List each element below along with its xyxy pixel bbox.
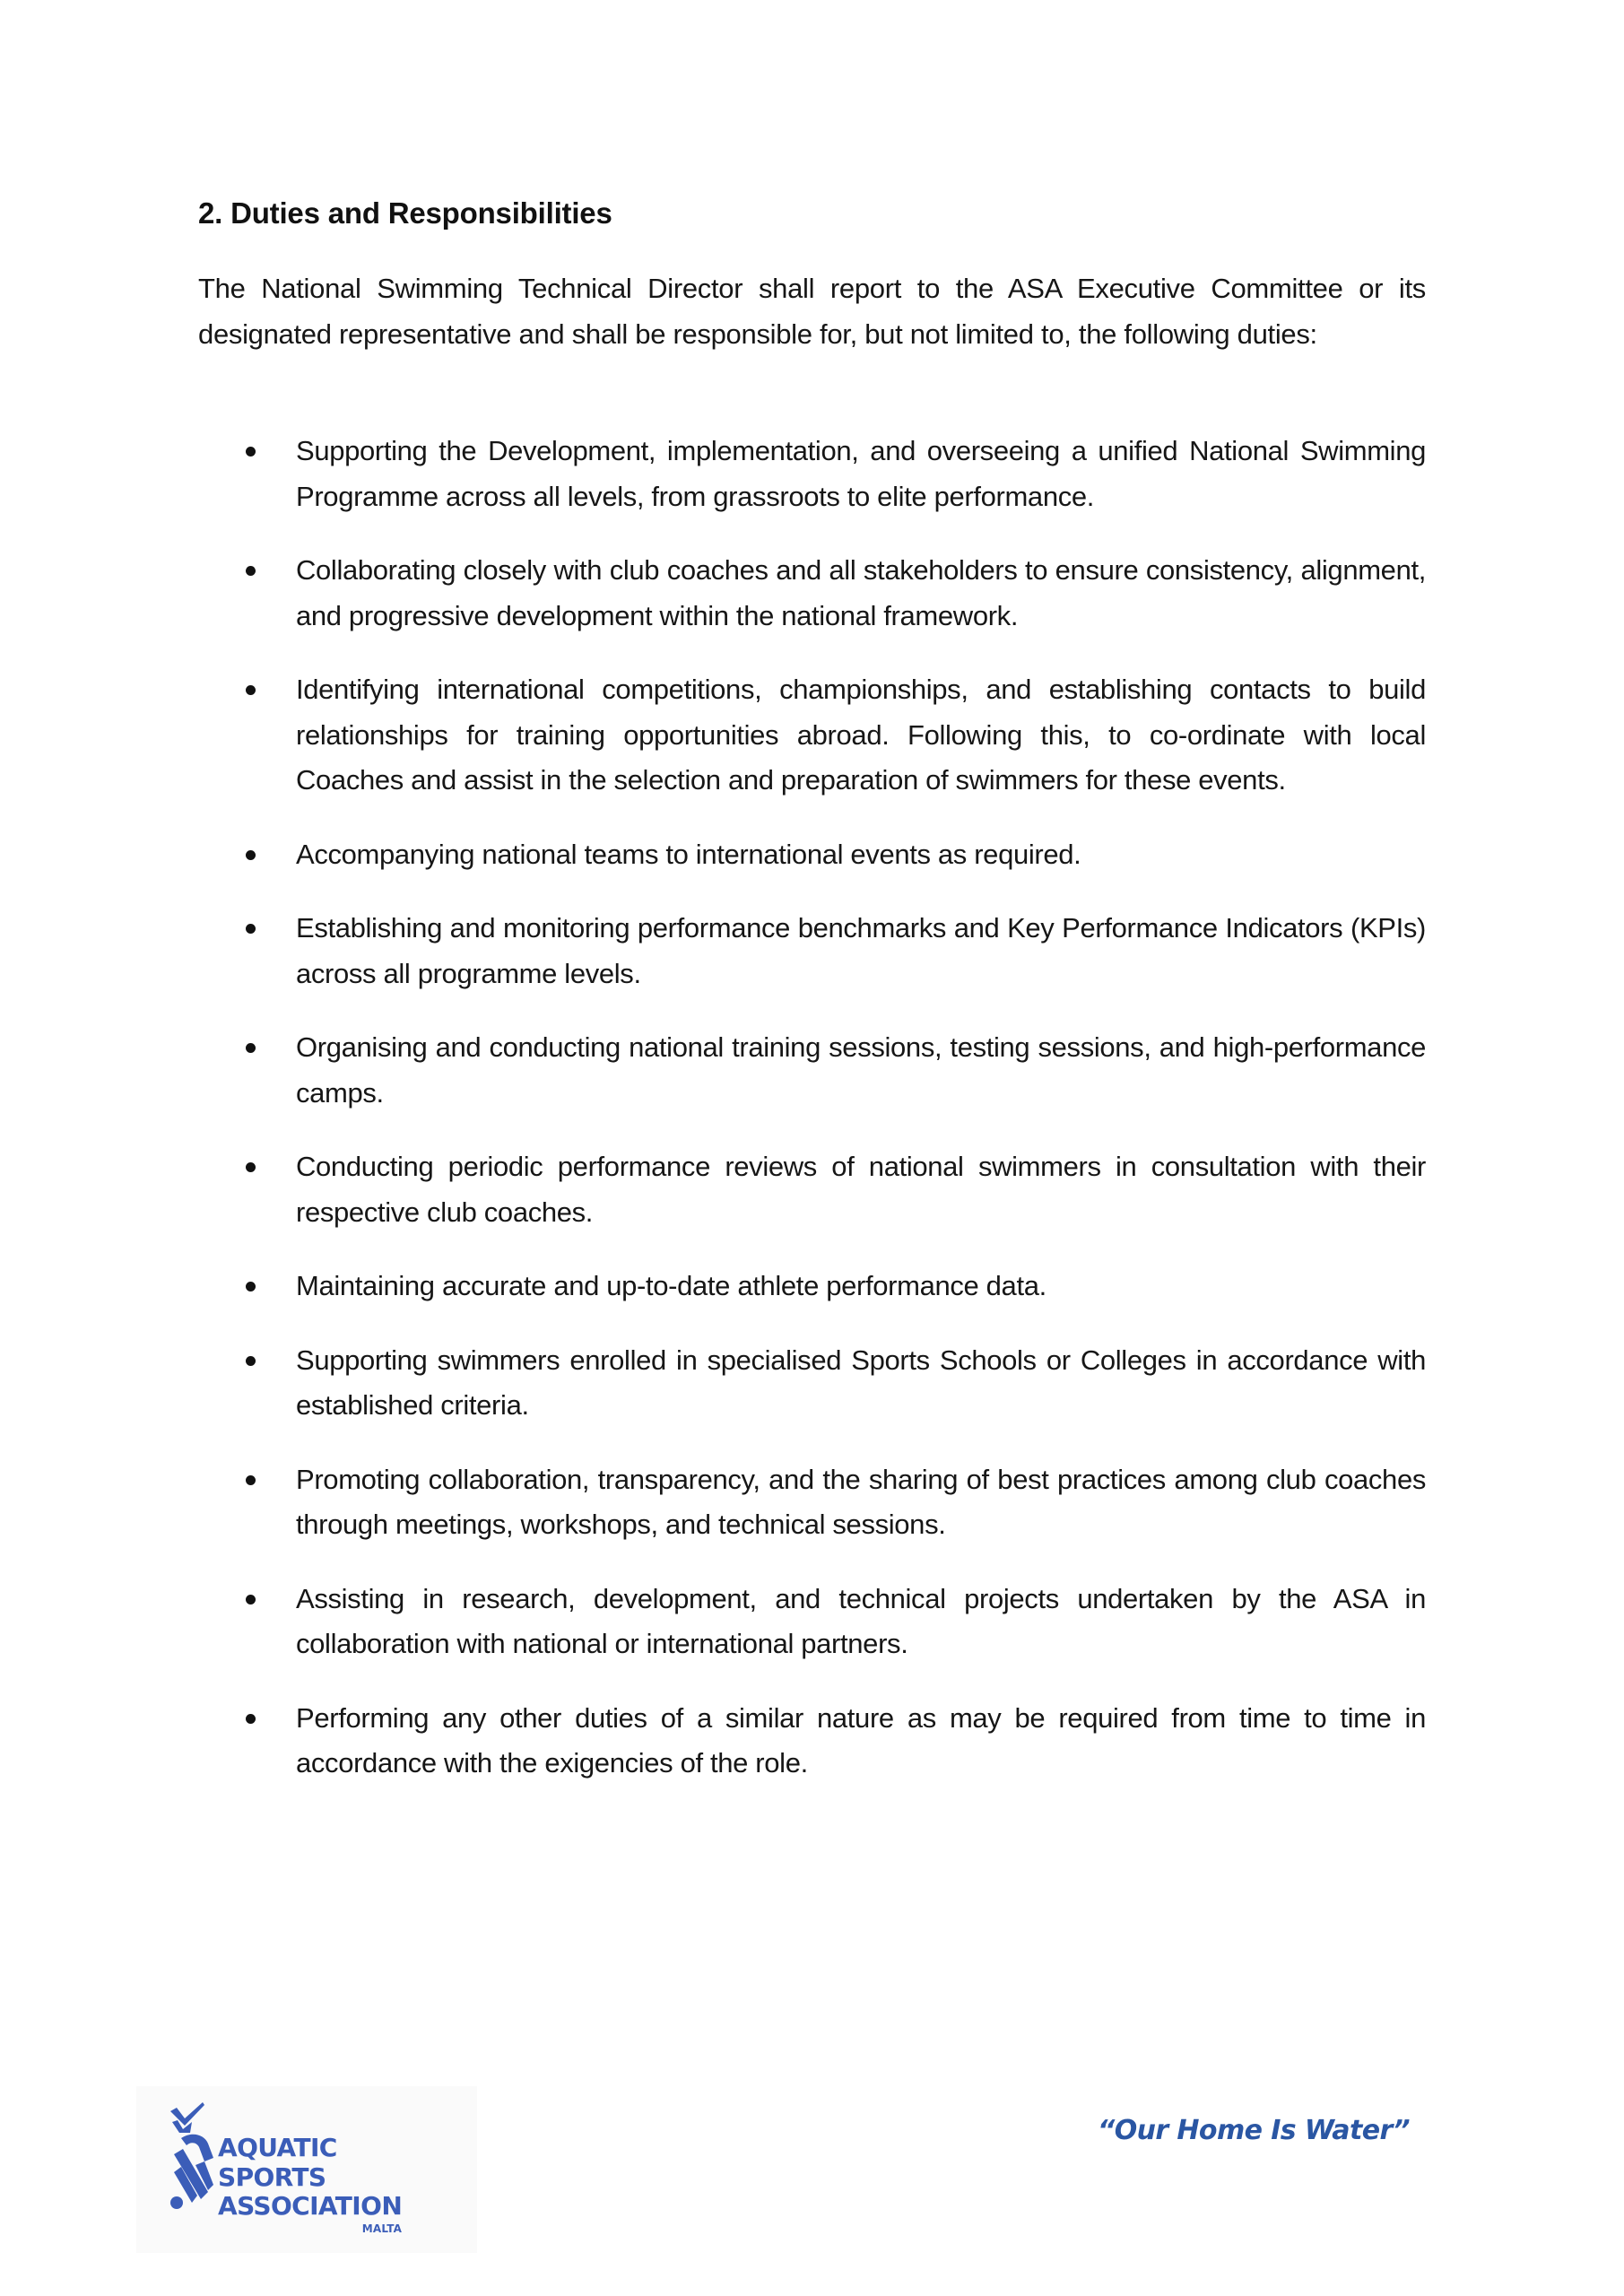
duty-item bbox=[198, 1264, 1426, 1309]
logo-line-sports: SPORTS bbox=[218, 2161, 326, 2192]
duty-item bbox=[198, 906, 1426, 996]
bullet-icon bbox=[246, 1043, 256, 1053]
asa-logo bbox=[136, 2086, 477, 2253]
bullet-icon bbox=[246, 566, 256, 576]
intro-paragraph: The National Swimming Technical Director shall report to the ASA Executive Committee or its designated representative and shall be responsible for, but not limited to, the following duties: bbox=[198, 273, 1426, 350]
duty-item bbox=[198, 548, 1426, 639]
bullet-icon bbox=[246, 1595, 256, 1605]
duty-text: Supporting the Development, implementation, and overseeing a unified National Swimming Programme across all levels, from grassroots to elite performance. bbox=[296, 435, 1426, 512]
duty-text: Establishing and monitoring performance benchmarks and Key Performance Indicators (KPIs) across all programme levels. bbox=[296, 912, 1426, 989]
duty-text: Organising and conducting national training sessions, testing sessions, and high-performance camps. bbox=[296, 1031, 1426, 1109]
logo-country: MALTA bbox=[361, 2222, 403, 2235]
duty-text: Performing any other duties of a similar nature as may be required from time to time in accordance with the exigencies of the role. bbox=[296, 1701, 1426, 1779]
bullet-icon bbox=[246, 924, 256, 934]
duty-text: Promoting collaboration, transparency, and the sharing of best practices among club coaches through meetings, workshops, and technical sessions. bbox=[296, 1463, 1426, 1540]
duty-text: Collaborating closely with club coaches and all stakeholders to ensure consistency, alignment, and progressive development within the national framework. bbox=[296, 554, 1426, 631]
duty-text: Supporting swimmers enrolled in specialised Sports Schools or Colleges in accordance with established criteria. bbox=[296, 1344, 1426, 1421]
duty-item bbox=[198, 1577, 1426, 1667]
duty-item bbox=[198, 1025, 1426, 1116]
logo-line-association: ASSOCIATION bbox=[218, 2191, 403, 2221]
duty-text: Maintaining accurate and up-to-date athlete performance data. bbox=[296, 1270, 1046, 1301]
logo-line-aquatic: AQUATIC bbox=[218, 2133, 337, 2162]
duties-list bbox=[198, 429, 1426, 1815]
duty-text: Assisting in research, development, and technical projects undertaken by the ASA in collaboration with national or international partners. bbox=[296, 1582, 1426, 1659]
duty-item bbox=[198, 1338, 1426, 1429]
duty-item bbox=[198, 1696, 1426, 1787]
duty-item bbox=[198, 1144, 1426, 1235]
duty-item bbox=[198, 1457, 1426, 1548]
duty-item bbox=[198, 832, 1426, 878]
duty-item bbox=[198, 667, 1426, 804]
bullet-icon bbox=[246, 1356, 256, 1366]
bullet-icon bbox=[246, 685, 256, 695]
duty-text: Identifying international competitions, championships, and establishing contacts to build relationships for training opportunities abroad. Following this, to co-ordinate with local Coaches and assist in the selection and preparation of swimmers for these events. bbox=[296, 674, 1426, 796]
bullet-icon bbox=[246, 1282, 256, 1292]
duty-item bbox=[198, 429, 1426, 519]
bullet-icon bbox=[246, 1475, 256, 1485]
asa-emblem-icon bbox=[169, 2102, 215, 2215]
bullet-icon bbox=[246, 1162, 256, 1172]
section-heading: 2. Duties and Responsibilities bbox=[198, 196, 612, 230]
duty-text: Accompanying national teams to international events as required. bbox=[296, 838, 1081, 870]
bullet-icon bbox=[246, 447, 256, 457]
duty-text: Conducting periodic performance reviews of national swimmers in consultation with their respective club coaches. bbox=[296, 1151, 1426, 1228]
tagline: “Our Home Is Water” bbox=[1098, 2115, 1410, 2146]
bullet-icon bbox=[246, 1714, 256, 1724]
logo-wordmark bbox=[218, 2134, 402, 2236]
bullet-icon bbox=[246, 850, 256, 860]
